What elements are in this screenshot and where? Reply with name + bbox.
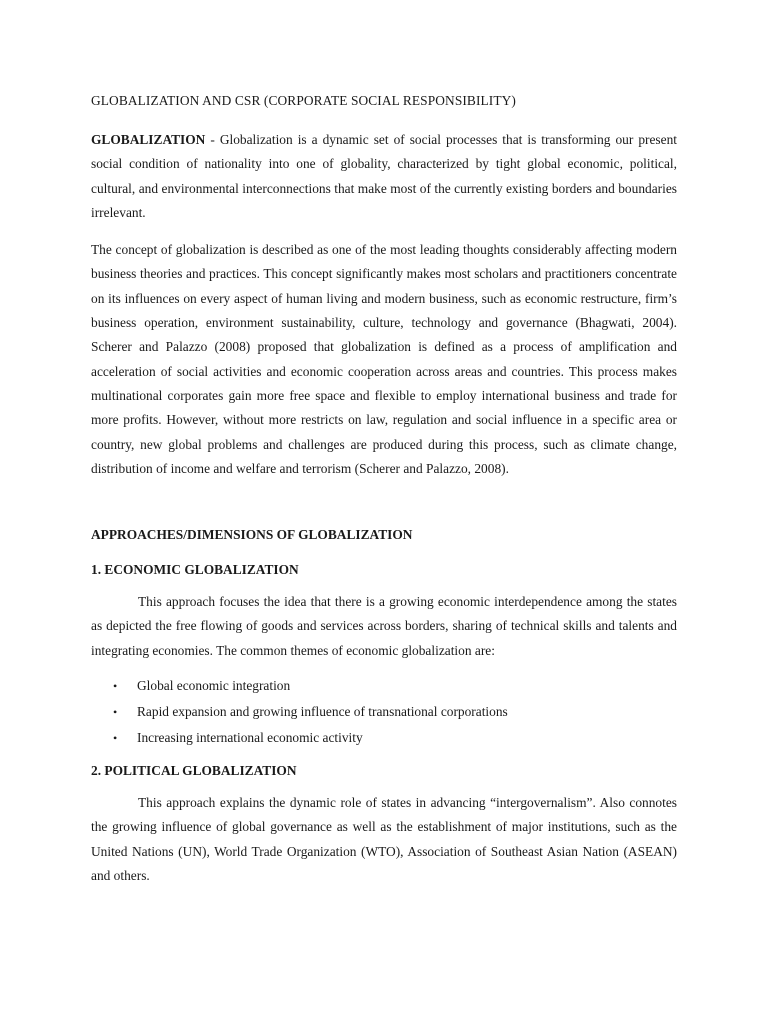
political-heading: 2. POLITICAL GLOBALIZATION (91, 763, 297, 779)
approaches-heading: APPROACHES/DIMENSIONS OF GLOBALIZATION (91, 527, 413, 543)
economic-themes-list (91, 673, 677, 751)
bullet-icon: • (113, 731, 118, 746)
list-item-text: Rapid expansion and growing influence of transnational corporations (137, 704, 508, 720)
economic-paragraph: This approach focuses the idea that there is a growing economic interdependence among the states as depicted the free flowing of goods and services across borders, sharing of technical skills and talents and integrating economies. The common themes of economic globalization are: (91, 594, 677, 658)
economic-heading: 1. ECONOMIC GLOBALIZATION (91, 562, 299, 578)
political-paragraph: This approach explains the dynamic role of states in advancing “intergovernalism”. Also connotes the growing influence of global governance as well as the establishment of major institutions, such as the United Nations (UN), World Trade Organization (WTO), Association of Southeast Asian Nation (ASEAN) and others. (91, 795, 677, 883)
list-item-text: Global economic integration (137, 678, 291, 694)
list-item (113, 673, 677, 699)
concept-paragraph: The concept of globalization is described as one of the most leading thoughts considerably affecting modern business theories and practices. This concept significantly makes most scholars and practitioners concentrate on its influences on every aspect of human living and modern business, such as economic restructure, firm’s business operation, environment sustainability, culture, technology and governance (Bhagwati, 2004). Scherer and Palazzo (2008) proposed that globalization is defined as a process of amplification and acceleration of social activities and economic cooperation across areas and countries. This process makes multinational corporates gain more free space and flexible to employ international business and trade for more profits. However, without more restricts on law, regulation and social influence in a specific area or country, new global problems and challenges are produced during this process, such as climate change, distribution of income and welfare and terrorism (Scherer and Palazzo, 2008). (91, 242, 677, 476)
bullet-icon: • (113, 679, 118, 694)
intro-term: GLOBALIZATION (91, 132, 206, 147)
intro-separator: - (205, 132, 220, 147)
intro-paragraph (91, 128, 677, 225)
document-title: GLOBALIZATION AND CSR (CORPORATE SOCIAL RESPONSIBILITY) (91, 93, 516, 108)
list-item (113, 699, 677, 725)
bullet-icon: • (113, 705, 118, 720)
intro-text: Globalization is a dynamic set of social processes that is transforming our present social condition of nationality into one of globality, characterized by tight global economic, political, cultural, and environmental interconnections that make most of the currently existing borders and boundaries irrelevant. (91, 132, 677, 220)
list-item-text: Increasing international economic activity (137, 730, 363, 746)
list-item (113, 725, 677, 751)
